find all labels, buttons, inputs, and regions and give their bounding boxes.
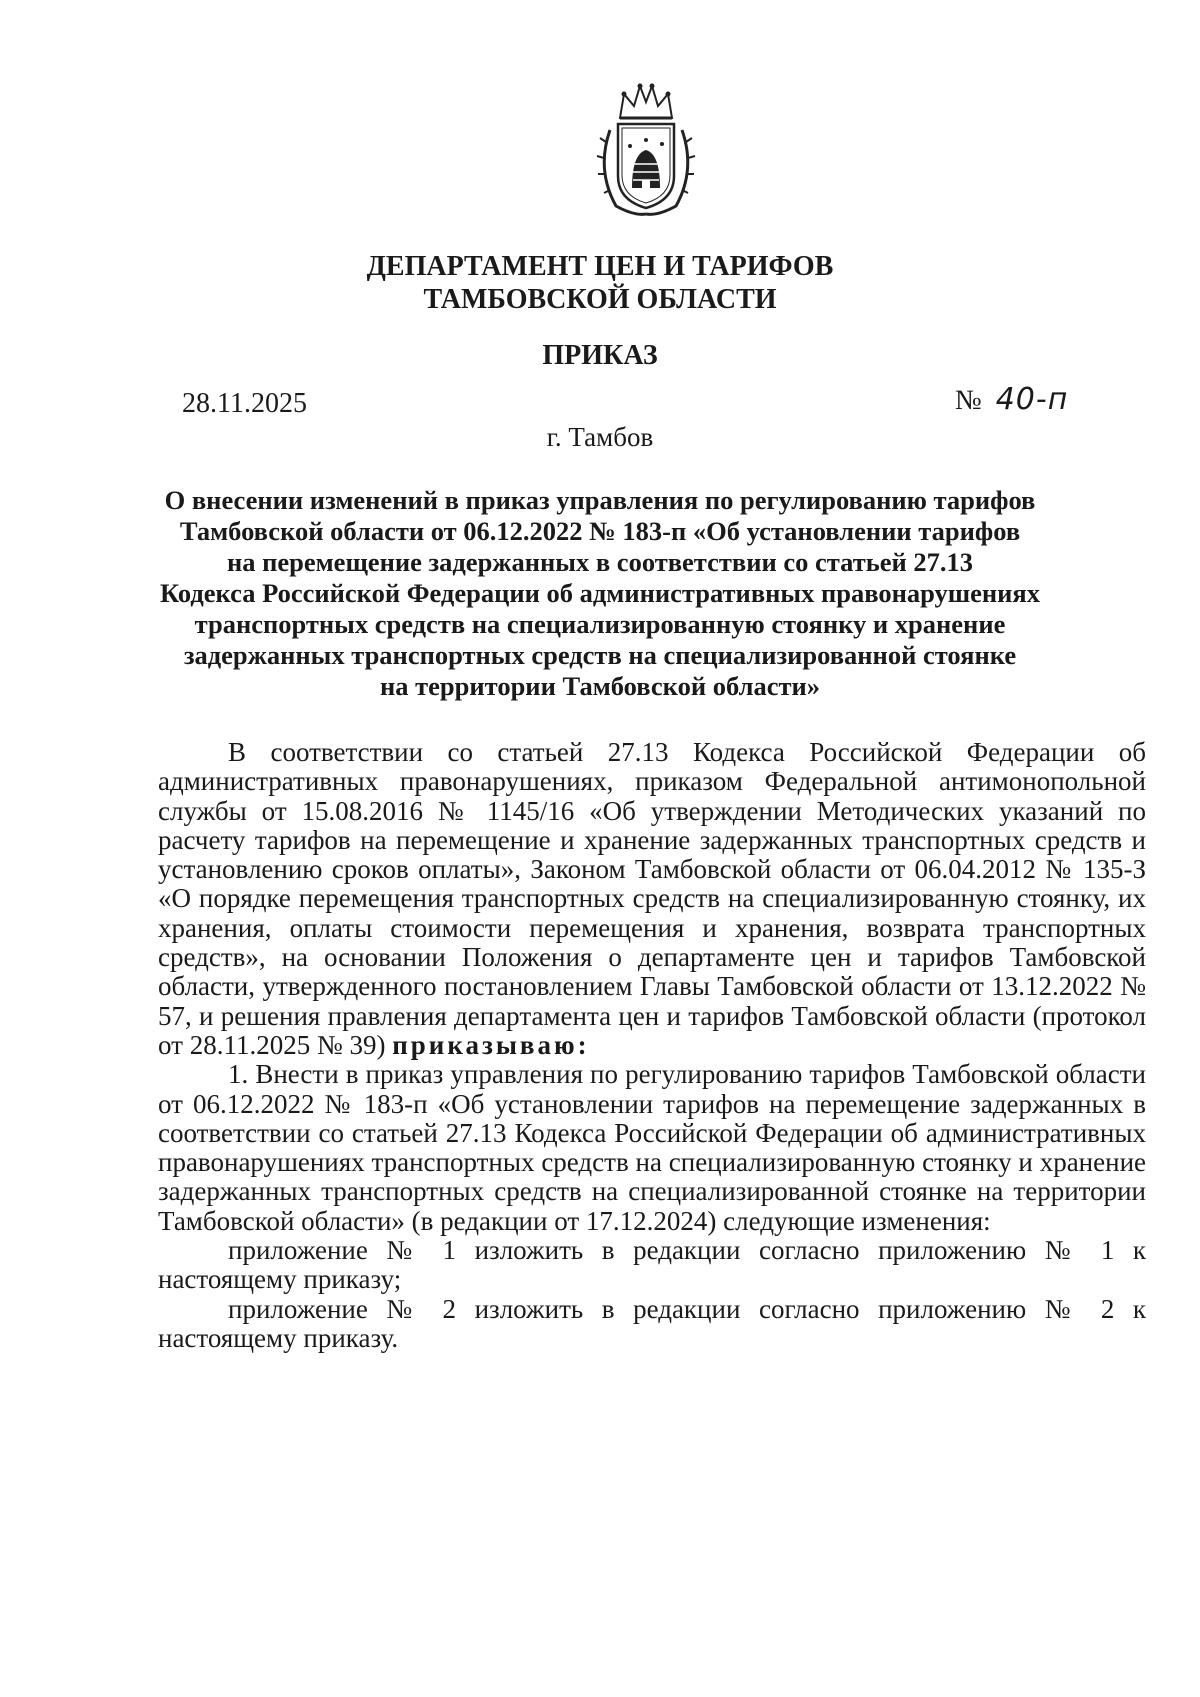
change-1-paragraph: приложение № 1 изложить в редакции согласно приложению № 1 к настоящему приказу; xyxy=(158,1235,1146,1295)
order-word: приказываю: xyxy=(392,1029,590,1060)
department-name xyxy=(0,250,1200,316)
subject-line: на перемещение задержанных в соответствии со статьей 27.13 xyxy=(226,547,974,577)
item-1-paragraph: 1. Внести в приказ управления по регулированию тарифов Тамбовской области от 06.12.2022 № 183-п «Об установлении тарифов на перемещение задержанных в соответствии со статьей 27.13 Кодекса Российской Федерации об административных правонарушениях транспортных средств на специализированную стоянку и хранение задержанных транспортных средств на специализированной стоянке на территории Тамбовской области» (в редакции от 17.12.2024) следующие изменения: xyxy=(158,1059,1146,1236)
order-date: 28.11.2025 xyxy=(182,388,307,419)
department-line-1: ДЕПАРТАМЕНТ ЦЕН И ТАРИФОВ xyxy=(366,251,834,282)
subject-line: Тамбовской области от 06.12.2022 № 183-п «Об установлении тарифов xyxy=(179,516,1021,546)
department-line-2: ТАМБОВСКОЙ ОБЛАСТИ xyxy=(423,284,777,315)
subject-line: транспортных средств на специализированную стоянку и хранение xyxy=(194,609,1006,639)
subject-line: на территории Тамбовской области» xyxy=(379,671,820,701)
preamble-text: В соответствии со статьей 27.13 Кодекса Российской Федерации об административных правонарушениях, приказом Федеральной антимонопольной службы от 15.08.2016 № 1145/16 «Об утверждении Методических указаний по расчету тарифов на перемещение и хранение задержанных транспортных средств и установлению сроков оплаты», Законом Тамбовской области от 06.04.2012 № 135-З «О порядке перемещения транспортных средств на специализированную стоянку, их хранения, оплаты стоимости перемещения и хранения, возврата транспортных средств», на основании Положения о департаменте цен и тарифов Тамбовской области, утвержденного постановлением Главы Тамбовской области от 13.12.2022 № 57, и решения правления департамента цен и тарифов Тамбовской области (протокол от 28.11.2025 № 39) xyxy=(158,737,1146,1060)
subject-line: Кодекса Российской Федерации об административных правонарушениях xyxy=(159,578,1041,608)
change-2-paragraph: приложение № 2 изложить в редакции согласно приложению № 2 к настоящему приказу. xyxy=(158,1293,1146,1353)
subject-line: О внесении изменений в приказ управления по регулированию тарифов xyxy=(164,485,1036,515)
number-prefix: № xyxy=(955,385,982,416)
order-subject xyxy=(150,485,1050,702)
handwritten-number: 40-п xyxy=(995,382,1069,417)
order-number xyxy=(955,382,1068,417)
order-body xyxy=(158,738,1146,1353)
preamble-paragraph xyxy=(158,738,1146,1060)
city: г. Тамбов xyxy=(546,422,654,452)
doc-type-title: ПРИКАЗ xyxy=(542,340,658,371)
subject-line: задержанных транспортных средств на специализированной стоянке xyxy=(183,640,1017,670)
coat-of-arms-icon xyxy=(590,80,702,220)
